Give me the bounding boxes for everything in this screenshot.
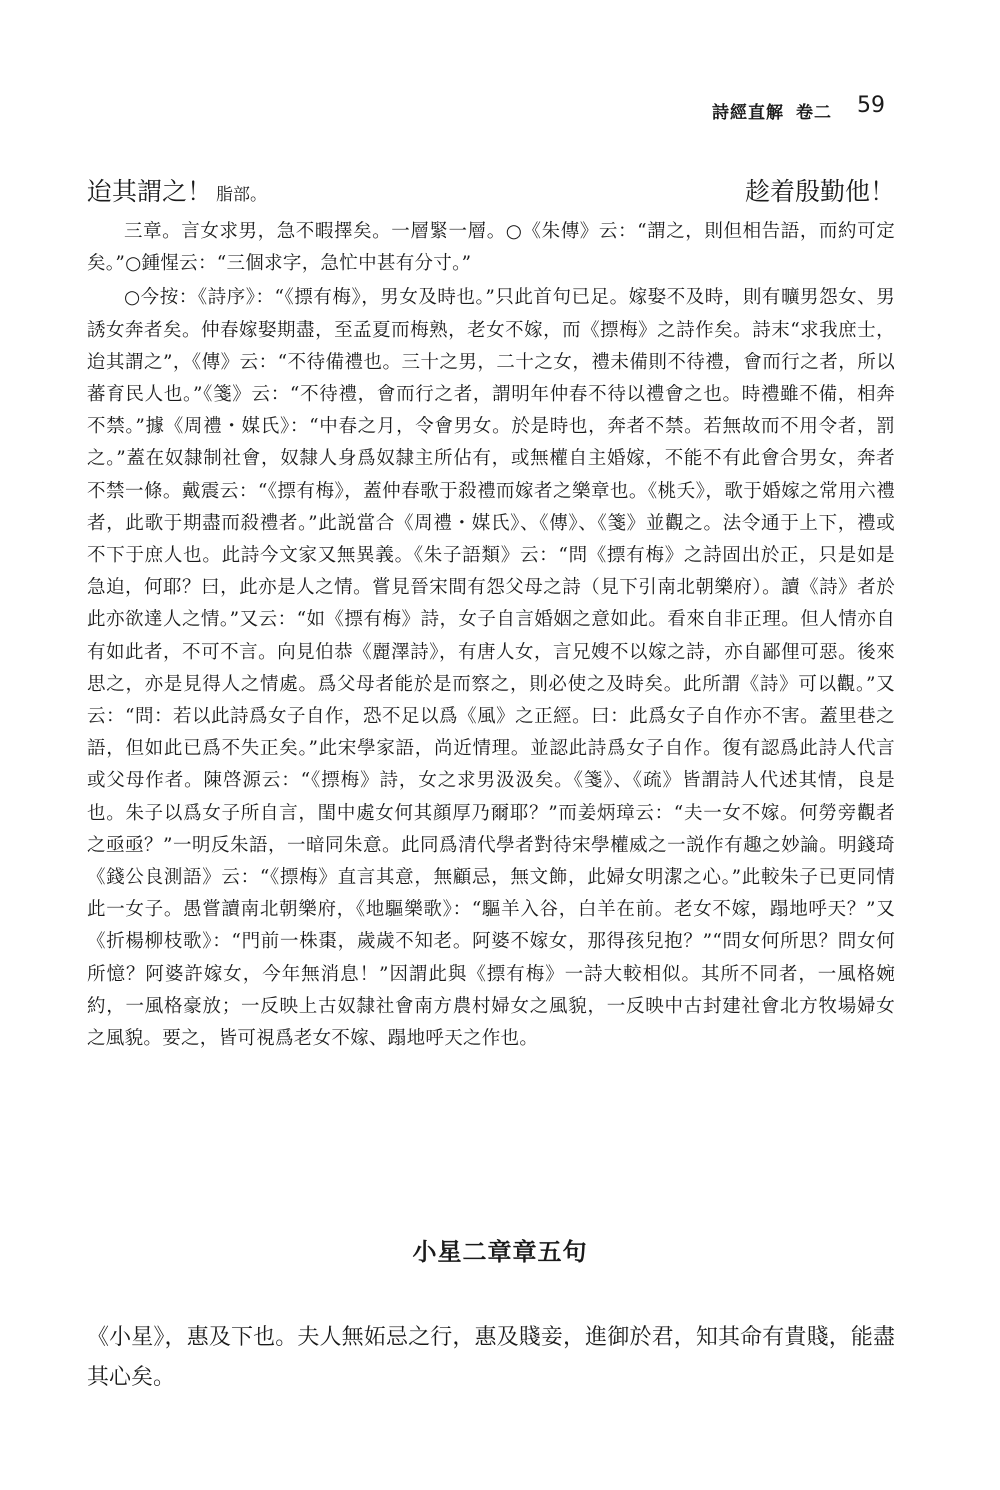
page-number: 59 [857, 93, 885, 118]
book-title: 詩經直解 [712, 103, 784, 123]
volume-label: 卷二 [796, 103, 832, 123]
commentary-paragraph: 三章。言女求男，急不暇擇矣。一層緊一層。○《朱傳》云：“謂之，則但相告語，而約可定矣。”○鍾惺云：“三個求字，急忙中甚有分寸。” [87, 221, 895, 275]
running-header [712, 98, 880, 123]
verse-text: 迨其謂之！ [87, 177, 213, 206]
commentary-paragraph: ○今按：《詩序》：“《摽有梅》，男女及時也。”只此首句已足。嫁娶不及時，則有曠男怨女、男誘女奔者矣。仲春嫁娶期盡，至孟夏而梅熟，老女不嫁，而《摽梅》之詩作矣。詩末“求我庶士，迨其謂之”，《傳》云：“不待備禮也。三十之男，二十之女，禮未備則不待禮，會而行之者，所以蕃育民人也。”《箋》云：“不待禮，會而行之者，謂明年仲春不待以禮會之也。時禮雖不備，相奔不禁。”據《周禮・媒氏》：“中春之月，令會男女。於是時也，奔者不禁。若無故而不用令者，罰之。”蓋在奴隸制社會，奴隸人身爲奴隸主所佔有，或無權自主婚嫁，不能不有此會合男女，奔者不禁一條。戴震云：“《摽有梅》，蓋仲春歌于殺禮而嫁者之樂章也。《桃夭》，歌于婚嫁之常用六禮者，此歌于期盡而殺禮者。”此説當合《周禮・媒氏》、《傳》、《箋》並觀之。法令通于上下，禮或不下于庶人也。此詩今文家又無異義。《朱子語類》云：“問《摽有梅》之詩固出於正，只是如是急迫，何耶？曰，此亦是人之情。嘗見晉宋間有怨父母之詩（見下引南北朝樂府）。讀《詩》者於此亦欲達人之情。”又云：“如《摽有梅》詩，女子自言婚姻之意如此。看來自非正理。但人情亦自有如此者，不可不言。向見伯恭《麗澤詩》，有唐人女，言兄嫂不以嫁之詩，亦自鄙俚可惡。後來思之，亦是見得人之情處。爲父母者能於是而察之，則必使之及時矣。此所謂《詩》可以觀。”又云：“問：若以此詩爲女子自作，恐不足以爲《風》之正經。曰：此爲女子自作亦不害。蓋里巷之語，但如此已爲不失正矣。”此宋學家語，尚近情理。並認此詩爲女子自作。復有認爲此詩人代言或父母作者。陳啓源云：“《摽梅》詩，女之求男汲汲矣。《箋》、《疏》皆謂詩人代述其情，良是也。朱子以爲女子所自言，閨中處女何其顔厚乃爾耶？”而姜炳璋云：“夫一女不嫁。何勞旁觀者之亟亟？”一明反朱語，一暗同朱意。此同爲清代學者對待宋學權威之一説作有趣之妙論。明錢琦《錢公良測語》云：“《摽梅》直言其意，無顧忌，無文飾，此婦女明潔之心。”此較朱子已更同情此一女子。愚嘗讀南北朝樂府，《地驅樂歌》：“驅羊入谷，白羊在前。老女不嫁，蹋地呼天？”又《折楊柳枝歌》：“門前一株棗，歲歲不知老。阿婆不嫁女，那得孩兒抱？”“問女何所思？問女何所憶？阿婆許嫁女，今年無消息！”因謂此與《摽有梅》一詩大較相似。其所不同者，一風格婉約，一風格豪放；一反映上古奴隸社會南方農村婦女之風貌，一反映中古封建社會北方牧場婦女之風貌。要之，皆可視爲老女不嫁、蹋地呼天之作也。 [87, 287, 895, 1050]
verse-original [87, 172, 267, 208]
section-preface: 《小星》，惠及下也。夫人無妬忌之行，惠及賤妾，進御於君，知其命有貴賤，能盡其心矣。 [87, 1325, 895, 1390]
rhyme-note: 脂部。 [216, 185, 268, 205]
verse-translation: 趁着殷勤他！ [744, 177, 895, 206]
verse-line [87, 172, 895, 212]
commentary-body [87, 216, 895, 1057]
section-title: 小星二章章五句 [412, 1238, 588, 1266]
